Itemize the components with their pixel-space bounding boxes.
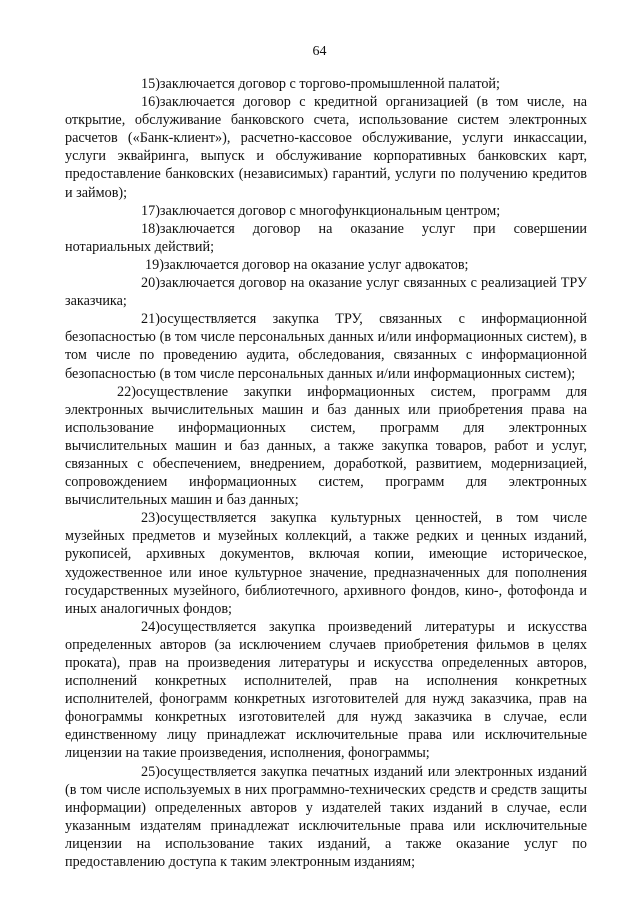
item-text: заключается договор с многофункциональным центром; bbox=[159, 202, 501, 219]
list-item-20 bbox=[65, 274, 587, 310]
page-number: 64 bbox=[312, 44, 327, 59]
item-text: заключается договор на оказание услуг при совершении нотариальных действий; bbox=[65, 220, 587, 255]
item-number: 21) bbox=[141, 311, 160, 328]
item-text: заключается договор с кредитной организацией (в том числе, на открытие, обслуживание банковского счета, использование систем электронных расчетов («Банк-клиент»), расчетно-кассовое обслуживание, услуги инкассации, услуги эквайринга, выпуск и обслуживание корпоративных банковских карт, предоставление банковских (независимых) гарантий, услуги по получению кредитов и займов); bbox=[65, 94, 587, 201]
list-item-21 bbox=[65, 310, 587, 382]
item-number: 22) bbox=[117, 383, 136, 400]
list-item-22 bbox=[65, 383, 587, 510]
list-item-25 bbox=[65, 763, 587, 872]
item-number: 16) bbox=[141, 94, 160, 111]
item-number: 18) bbox=[141, 220, 160, 237]
item-number: 19) bbox=[145, 256, 164, 273]
item-text: осуществляется закупка ТРУ, связанных с информационной безопасностью (в том числе персональных данных и/или информационных систем), в том числе по проведению аудита, обследования, связанных с информационной безопасностью (в том числе персональных данных и/или информационных систем); bbox=[65, 311, 587, 382]
item-text: заключается договор на оказание услуг связанных с реализацией ТРУ заказчика; bbox=[65, 275, 587, 310]
list-item-15 bbox=[65, 75, 587, 93]
item-number: 17) bbox=[141, 202, 160, 219]
list-item-23 bbox=[65, 509, 587, 618]
item-number: 20) bbox=[141, 275, 160, 292]
item-text: осуществляется закупка культурных ценностей, в том числе музейных предметов и музейных коллекций, а также редких и ценных изданий, рукописей, архивных документов, включая копии, имеющие историческое, художественное или иное культурное значение, предназначенных для пополнения государственных музейного, библиотечного, архивного фондов, кино-, фотофонда и иных аналогичных фондов; bbox=[65, 510, 587, 617]
document-body bbox=[65, 75, 587, 871]
item-text: осуществляется закупка произведений литературы и искусства определенных авторов (за исключением случаев приобретения фильмов в целях проката), прав на произведения литературы и искусства определенных авторов, исполнений конкретных исполнителей, прав на исполнения конкретных исполнителей, фонограмм конкретных изготовителей для нужд заказчика, прав на фонограммы конкретных изготовителей для нужд заказчика в случае, если единственному лицу принадлежат исключительные права или исключительные лицензии на такие произведения, исполнения, фонограммы; bbox=[65, 618, 587, 762]
item-number: 25) bbox=[141, 763, 160, 780]
item-text: заключается договор на оказание услуг адвокатов; bbox=[163, 256, 469, 273]
list-item-17 bbox=[65, 202, 587, 220]
item-number: 24) bbox=[141, 618, 160, 635]
item-text: заключается договор с торгово-промышленной палатой; bbox=[159, 76, 500, 92]
item-number: 23) bbox=[141, 510, 160, 527]
list-item-16 bbox=[65, 93, 587, 202]
item-text: осуществляется закупка печатных изданий или электронных изданий (в том числе используемых в них программно-технических средств и средств защиты информации) определенных авторов у издателей таких изданий в случае, если указанным издателям принадлежат исключительные права или исключительные лицензии на использование таких изданий, а также оказание услуг по предоставлению доступа к таким электронным изданиям; bbox=[65, 763, 587, 871]
list-item-24 bbox=[65, 618, 587, 763]
item-text: осуществление закупки информационных систем, программ для электронных вычислительных машин и баз данных или приобретения права на использование информационных систем, программ для электронных вычислительных машин и баз данных, а также закупка товаров, работ и услуг, связанных с обеспечением, внедрением, доработкой, развитием, модернизацией, сопровождением информационных систем, программ для электронных вычислительных машин и баз данных; bbox=[65, 383, 587, 509]
list-item-18 bbox=[65, 220, 587, 256]
item-number: 15) bbox=[141, 76, 160, 92]
list-item-19 bbox=[65, 256, 587, 274]
